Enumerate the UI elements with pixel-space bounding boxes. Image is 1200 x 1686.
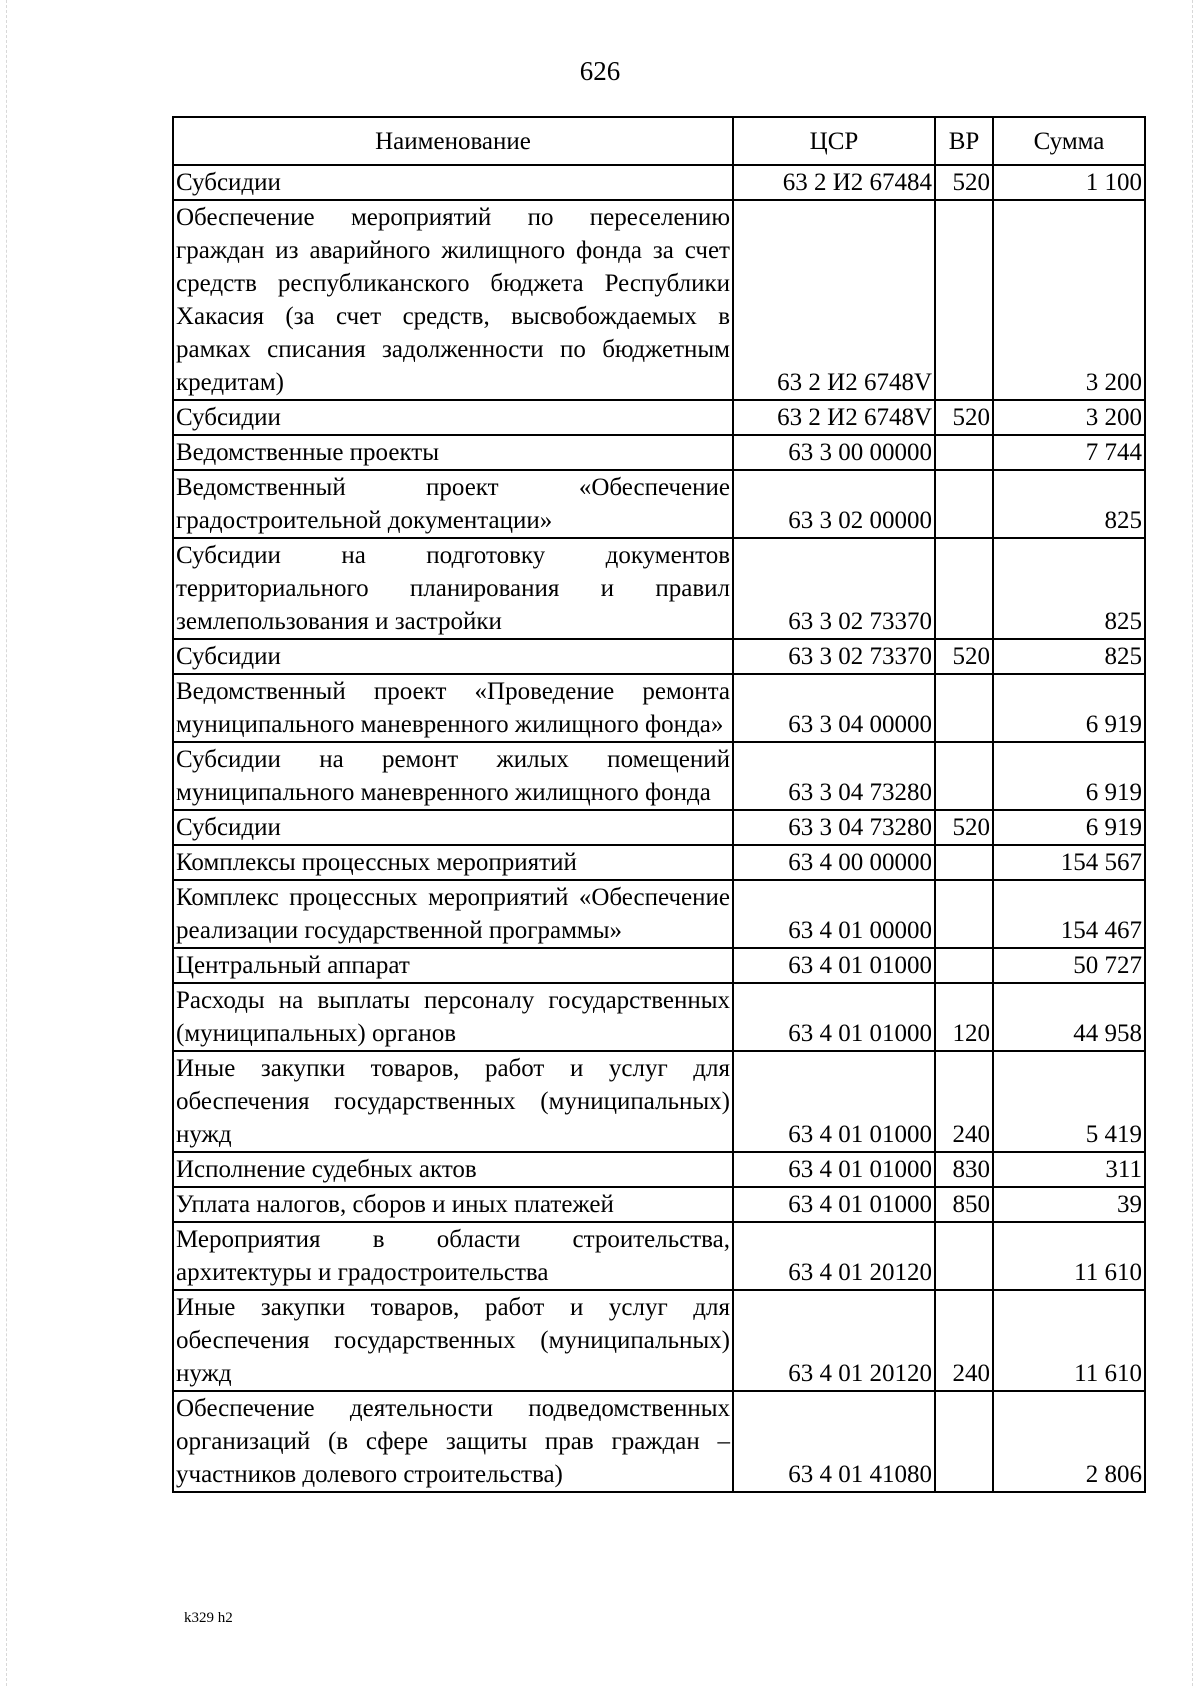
cell-name: Субсидии на подготовку документов территориального планирования и правил землепользования и застройки [173, 538, 733, 639]
cell-name: Центральный аппарат [173, 948, 733, 983]
cell-sum: 50 727 [993, 948, 1145, 983]
cell-sum: 825 [993, 538, 1145, 639]
cell-vr [935, 1391, 993, 1492]
table-row [173, 674, 1145, 742]
cell-csr: 63 2 И2 67484 [733, 165, 935, 200]
table-row [173, 435, 1145, 470]
cell-name: Субсидии [173, 639, 733, 674]
cell-csr: 63 4 01 01000 [733, 1187, 935, 1222]
cell-csr: 63 4 01 01000 [733, 948, 935, 983]
table-row [173, 538, 1145, 639]
table-row [173, 470, 1145, 538]
scan-edge-left [6, 0, 8, 1686]
cell-name: Ведомственный проект «Проведение ремонта муниципального маневренного жилищного фонда» [173, 674, 733, 742]
cell-sum: 154 567 [993, 845, 1145, 880]
cell-vr [935, 1222, 993, 1290]
cell-sum: 311 [993, 1152, 1145, 1187]
table-row [173, 983, 1145, 1051]
cell-vr [935, 742, 993, 810]
table-row [173, 810, 1145, 845]
table-row [173, 948, 1145, 983]
cell-csr: 63 2 И2 6748V [733, 200, 935, 400]
cell-sum: 6 919 [993, 742, 1145, 810]
page-number: 626 [579, 56, 621, 86]
cell-name: Ведомственный проект «Обеспечение градостроительной документации» [173, 470, 733, 538]
cell-vr: 240 [935, 1051, 993, 1152]
cell-vr: 850 [935, 1187, 993, 1222]
table-row [173, 200, 1145, 400]
cell-vr [935, 674, 993, 742]
cell-sum: 154 467 [993, 880, 1145, 948]
cell-csr: 63 3 02 73370 [733, 639, 935, 674]
table-row [173, 1187, 1145, 1222]
cell-vr: 240 [935, 1290, 993, 1391]
cell-name: Иные закупки товаров, работ и услуг для обеспечения государственных (муниципальных) нужд [173, 1051, 733, 1152]
cell-name: Субсидии на ремонт жилых помещений муниципального маневренного жилищного фонда [173, 742, 733, 810]
cell-sum: 6 919 [993, 810, 1145, 845]
cell-vr [935, 880, 993, 948]
table-row [173, 845, 1145, 880]
cell-name: Иные закупки товаров, работ и услуг для обеспечения государственных (муниципальных) нужд [173, 1290, 733, 1391]
cell-name: Субсидии [173, 400, 733, 435]
document-code: k329 h2 [184, 1610, 233, 1626]
cell-vr: 120 [935, 983, 993, 1051]
cell-csr: 63 4 01 01000 [733, 983, 935, 1051]
cell-sum: 1 100 [993, 165, 1145, 200]
cell-sum: 2 806 [993, 1391, 1145, 1492]
cell-sum: 825 [993, 470, 1145, 538]
cell-name: Комплекс процессных мероприятий «Обеспечение реализации государственной программы» [173, 880, 733, 948]
table-row [173, 400, 1145, 435]
cell-csr: 63 4 00 00000 [733, 845, 935, 880]
cell-name: Комплексы процессных мероприятий [173, 845, 733, 880]
table-row [173, 1290, 1145, 1391]
cell-csr: 63 3 04 73280 [733, 742, 935, 810]
cell-csr: 63 2 И2 6748V [733, 400, 935, 435]
cell-sum: 5 419 [993, 1051, 1145, 1152]
cell-vr [935, 435, 993, 470]
scan-edge-right [1192, 0, 1194, 1686]
table-row [173, 880, 1145, 948]
cell-csr: 63 3 04 00000 [733, 674, 935, 742]
cell-sum: 11 610 [993, 1290, 1145, 1391]
header-name: Наименование [173, 117, 733, 165]
cell-csr: 63 4 01 00000 [733, 880, 935, 948]
cell-vr: 830 [935, 1152, 993, 1187]
cell-sum: 39 [993, 1187, 1145, 1222]
cell-vr [935, 948, 993, 983]
table-body [173, 165, 1145, 1492]
cell-vr [935, 845, 993, 880]
cell-vr: 520 [935, 639, 993, 674]
cell-csr: 63 3 02 00000 [733, 470, 935, 538]
header-vr: ВР [935, 117, 993, 165]
table-header-row [173, 117, 1145, 165]
header-sum: Сумма [993, 117, 1145, 165]
cell-name: Субсидии [173, 165, 733, 200]
table-row [173, 165, 1145, 200]
cell-csr: 63 4 01 41080 [733, 1391, 935, 1492]
cell-csr: 63 4 01 01000 [733, 1051, 935, 1152]
cell-csr: 63 3 00 00000 [733, 435, 935, 470]
cell-csr: 63 3 04 73280 [733, 810, 935, 845]
cell-csr: 63 3 02 73370 [733, 538, 935, 639]
cell-sum: 7 744 [993, 435, 1145, 470]
cell-name: Исполнение судебных актов [173, 1152, 733, 1187]
cell-csr: 63 4 01 01000 [733, 1152, 935, 1187]
cell-sum: 6 919 [993, 674, 1145, 742]
cell-sum: 3 200 [993, 200, 1145, 400]
cell-vr: 520 [935, 165, 993, 200]
table-row [173, 1391, 1145, 1492]
cell-name: Обеспечение деятельности подведомственных организаций (в сфере защиты прав граждан – участников долевого строительства) [173, 1391, 733, 1492]
cell-name: Обеспечение мероприятий по переселению граждан из аварийного жилищного фонда за счет средств республиканского бюджета Республики Хакасия (за счет средств, высвобождаемых в рамках списания задолженности по бюджетным кредитам) [173, 200, 733, 400]
budget-table [172, 116, 1146, 1493]
cell-csr: 63 4 01 20120 [733, 1290, 935, 1391]
cell-name: Мероприятия в области строительства, архитектуры и градостроительства [173, 1222, 733, 1290]
cell-name: Субсидии [173, 810, 733, 845]
cell-vr [935, 470, 993, 538]
cell-name: Ведомственные проекты [173, 435, 733, 470]
cell-vr [935, 200, 993, 400]
cell-sum: 3 200 [993, 400, 1145, 435]
cell-sum: 825 [993, 639, 1145, 674]
cell-name: Уплата налогов, сборов и иных платежей [173, 1187, 733, 1222]
cell-vr [935, 538, 993, 639]
table-row [173, 1152, 1145, 1187]
cell-name: Расходы на выплаты персоналу государственных (муниципальных) органов [173, 983, 733, 1051]
table-row [173, 1222, 1145, 1290]
cell-vr: 520 [935, 810, 993, 845]
table-row [173, 639, 1145, 674]
table-row [173, 1051, 1145, 1152]
cell-sum: 11 610 [993, 1222, 1145, 1290]
header-csr: ЦСР [733, 117, 935, 165]
cell-vr: 520 [935, 400, 993, 435]
cell-sum: 44 958 [993, 983, 1145, 1051]
table-row [173, 742, 1145, 810]
cell-csr: 63 4 01 20120 [733, 1222, 935, 1290]
